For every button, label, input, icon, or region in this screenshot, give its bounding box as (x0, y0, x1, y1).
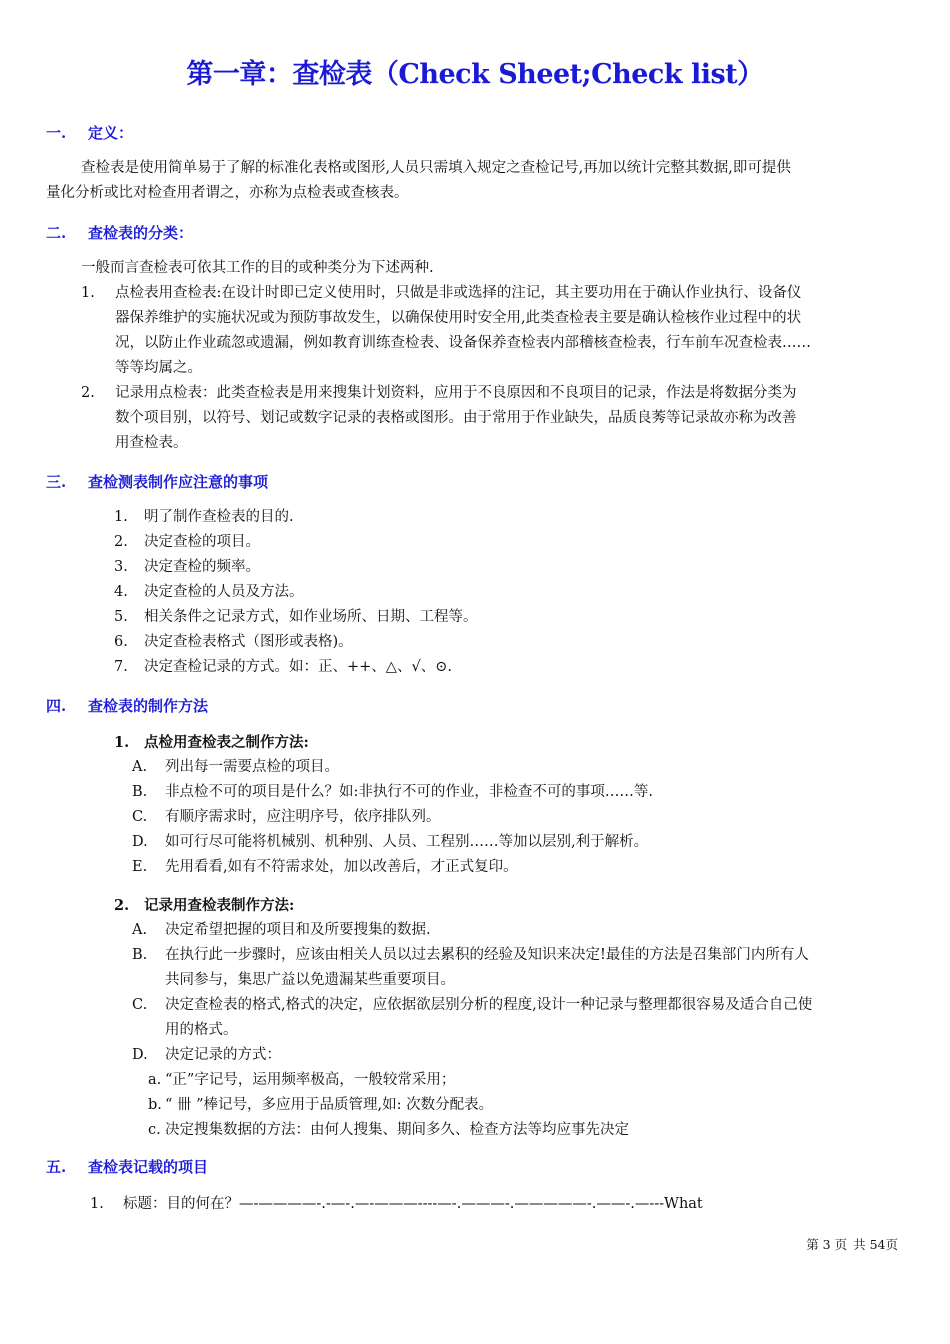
list-text: 决定查检的人员及方法。 (144, 584, 304, 600)
list-text-line: 点检表用查检表:在设计时即已定义使用时，只做是非或选择的注记，其主要功用在于确认作业执行、设备仪 (115, 285, 802, 301)
page-footer (806, 1235, 904, 1253)
definition-line-1: 查检表是使用简单易于了解的标准化表格或图形,人员只需填入规定之查检记号,再加以统计完整其数据,即可提供 (81, 160, 791, 176)
subsection-title: 记录用查检表制作方法: (144, 897, 295, 914)
list-item (114, 630, 353, 655)
list-text: 先用看看,如有不符需求处，加以改善后，才正式复印。 (165, 859, 518, 875)
section-heading-notes (46, 471, 268, 492)
list-number: 5. (114, 609, 128, 625)
list-text-line: 数个项目别，以符号、划记或数字记录的表格或图形。由于常用于作业缺失，品质良莠等记录故亦称为改善 (115, 410, 797, 426)
list-text: 标题：目的何在？—-————-.-—-.—-———----—-.———-.—————-.——-.—---What (123, 1196, 703, 1212)
section-number: 四. (46, 697, 67, 715)
list-item (132, 1043, 281, 1068)
list-text: 列出每一需要点检的项目。 (165, 759, 339, 775)
list-number: 1. (90, 1196, 104, 1212)
list-text: 决定搜集数据的方法：由何人搜集、期间多久、检查方法等均应事先决定 (165, 1122, 629, 1138)
list-text-line: 记录用点检表：此类查检表是用来搜集计划资料，应用于不良原因和不良项目的记录，作法是将数据分类为 (115, 385, 797, 401)
section-number: 三. (46, 473, 67, 491)
list-letter: E. (132, 859, 148, 875)
list-item (114, 605, 478, 630)
list-text-line: 用查检表。 (115, 435, 188, 451)
list-text: 明了制作查检表的目的. (144, 509, 294, 525)
list-text: “ 卌 ”棒记号，多应用于品质管理,如: 次数分配表。 (165, 1097, 494, 1113)
list-text: 决定希望把握的项目和及所要搜集的数据. (165, 922, 431, 938)
list-item (114, 530, 260, 555)
section-heading-record-items (46, 1156, 208, 1177)
list-text: 决定查检的频率。 (144, 559, 260, 575)
section-title: 查检表的制作方法 (88, 697, 209, 715)
list-item (132, 943, 912, 993)
list-text: 决定查检记录的方式。如：正、++、△、√、⊙. (144, 659, 452, 675)
list-text: 决定查检表格式（图形或表格)。 (144, 634, 353, 650)
list-letter: B. (132, 947, 148, 963)
list-text: 非点检不可的项目是什么？如:非执行不可的作业，非检查不可的事项……等. (165, 784, 653, 800)
section-title: 查检表记载的项目 (88, 1158, 209, 1176)
subsection-number: 2. (114, 897, 130, 914)
section-heading-classification (46, 222, 193, 243)
list-item (90, 1192, 890, 1217)
list-text: 相关条件之记录方式，如作业场所、日期、工程等。 (144, 609, 478, 625)
list-item (114, 555, 260, 580)
page-title: 第一章：查检表（Check Sheet;Check list） (186, 59, 764, 90)
list-text: 决定记录的方式： (165, 1047, 281, 1063)
list-item (114, 655, 452, 680)
list-text: 如可行尽可能将机械别、机种别、人员、工程别……等加以层别,利于解析。 (165, 834, 649, 850)
list-item (148, 1093, 493, 1118)
list-number: 1. (81, 285, 95, 301)
subsection-number: 1. (114, 734, 130, 751)
subsection-heading (114, 894, 294, 915)
list-letter: A. (132, 759, 148, 775)
section-number: 二. (46, 224, 67, 242)
list-item (132, 855, 518, 880)
list-text-line: 等等均属之。 (115, 360, 202, 376)
section-heading-methods (46, 695, 208, 716)
section-title: 查检测表制作应注意的事项 (88, 473, 269, 491)
list-letter: D. (132, 834, 148, 850)
list-letter: D. (132, 1047, 148, 1063)
list-letter: b. (148, 1097, 162, 1113)
list-item (132, 780, 653, 805)
section-title: 定义： (88, 124, 134, 142)
list-number: 4. (114, 584, 128, 600)
list-text-line: 器保养维护的实施状况或为预防事故发生，以确保使用时安全用,此类查检表主要是确认检核作业过程中的状 (115, 310, 802, 326)
section-number: 一. (46, 124, 67, 142)
list-item (81, 381, 911, 456)
subsection-title: 点检用查检表之制作方法: (144, 734, 309, 751)
list-item (114, 505, 294, 530)
list-item (132, 755, 339, 780)
list-item (132, 830, 648, 855)
list-letter: A. (132, 922, 148, 938)
section-heading-definition (46, 122, 133, 143)
section-number: 五. (46, 1158, 67, 1176)
list-item (132, 918, 431, 943)
list-text-line: 决定查检表的格式,格式的决定，应依据欲层别分析的程度,设计一种记录与整理都很容易及适合自己使 (165, 997, 813, 1013)
subsection-heading (114, 731, 309, 752)
list-item (148, 1118, 629, 1143)
list-number: 6. (114, 634, 128, 650)
list-letter: C. (132, 997, 148, 1013)
list-text-line: 用的格式。 (165, 1022, 238, 1038)
list-item (81, 281, 911, 381)
list-letter: c. (148, 1122, 161, 1138)
list-text-line: 况，以防止作业疏忽或遗漏，例如教育训练查检表、设备保养查检表内部稽核查检表，行车前车况查检表…… (115, 335, 811, 351)
list-letter: a. (148, 1072, 162, 1088)
list-letter: C. (132, 809, 148, 825)
definition-line-2: 量化分析或比对检查用者谓之，亦称为点检表或查核表。 (46, 185, 409, 201)
list-number: 2. (114, 534, 128, 550)
list-item (148, 1068, 455, 1093)
list-text: 有顺序需求时，应注明序号，依序排队列。 (165, 809, 441, 825)
list-number: 1. (114, 509, 128, 525)
classification-intro: 一般而言查检表可依其工作的目的或种类分为下述两种. (81, 260, 434, 276)
section-title: 查检表的分类： (88, 224, 194, 242)
list-text: “正”字记号，运用频率极高，一般较常采用； (165, 1072, 456, 1088)
list-text: 决定查检的项目。 (144, 534, 260, 550)
page-number: 第 3 页 (806, 1237, 848, 1252)
list-number: 2. (81, 385, 95, 401)
page-total: 共 54页 (853, 1237, 898, 1252)
list-item (132, 993, 912, 1043)
list-text-line: 在执行此一步骤时，应该由相关人员以过去累积的经验及知识来决定!最佳的方法是召集部门内所有人 (165, 947, 809, 963)
list-number: 7. (114, 659, 128, 675)
list-letter: B. (132, 784, 148, 800)
list-number: 3. (114, 559, 128, 575)
list-text-line: 共同参与，集思广益以免遗漏某些重要项目。 (165, 972, 455, 988)
list-item (132, 805, 441, 830)
list-item (114, 580, 304, 605)
